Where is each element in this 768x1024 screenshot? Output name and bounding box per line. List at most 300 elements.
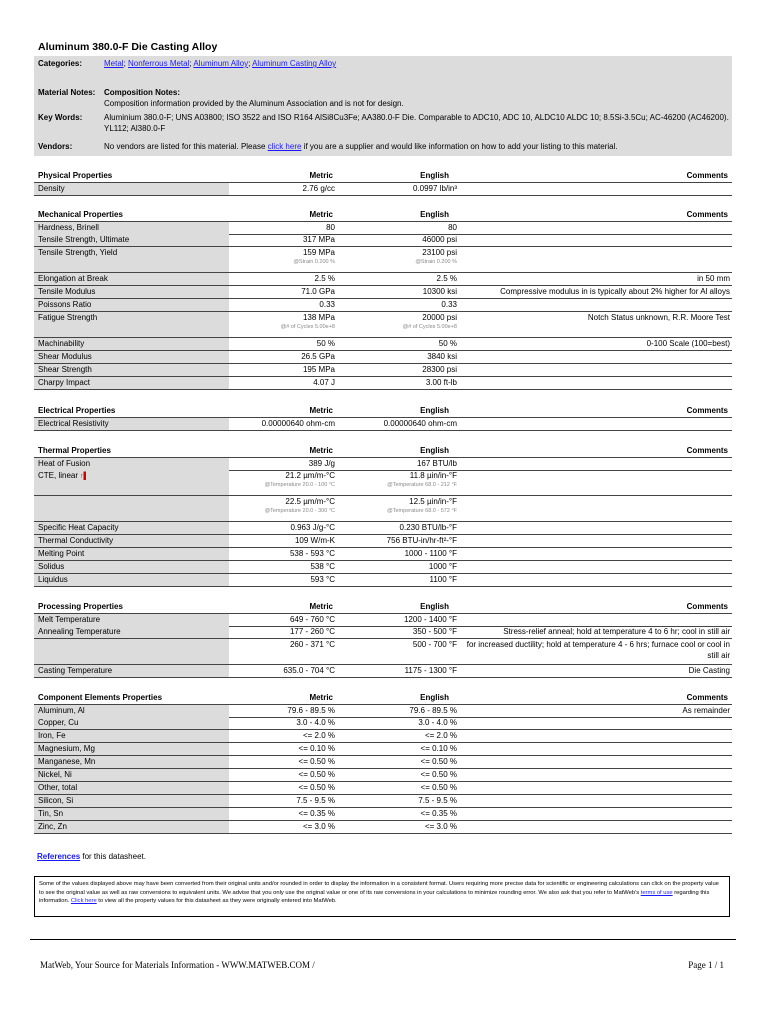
disclaimer-text: to view all the property values for this datasheet as they were originally entered into MatWeb. (96, 898, 337, 904)
metric-value[interactable] (231, 795, 335, 806)
property-row (34, 782, 732, 795)
english-value-text: 1200 - 1400 °F (403, 615, 457, 624)
thermal-section-header (34, 445, 732, 456)
footer-source: MatWeb, Your Source for Materials Information - WWW.MATWEB.COM / (40, 960, 315, 970)
english-value-text: 3.00 ft-lb (425, 378, 457, 387)
metric-value-text: 635.0 - 704 °C (283, 666, 335, 675)
english-value[interactable] (339, 626, 457, 637)
property-name-text: Melting Point (38, 549, 85, 558)
english-column-header: English (420, 406, 449, 415)
metric-value-text: <= 3.0 % (302, 822, 335, 831)
comments-column-header: Comments (686, 171, 728, 180)
property-name-text: Zinc, Zn (38, 822, 67, 831)
metric-value[interactable] (231, 769, 335, 780)
vendors-text (104, 142, 730, 153)
disclaimer-box (34, 876, 730, 917)
property-name-text: Magnesium, Mg (38, 744, 95, 753)
processing-section-header (34, 601, 732, 612)
material-notes-label: Material Notes: (38, 88, 96, 97)
english-value[interactable] (339, 377, 457, 388)
property-row (34, 338, 732, 351)
property-row (34, 704, 732, 718)
metric-value[interactable] (231, 377, 335, 388)
english-column-header: English (420, 602, 449, 611)
metric-value-text: 389 J/g (308, 459, 335, 468)
property-row (34, 561, 732, 574)
english-column-header: English (420, 446, 449, 455)
keywords-text: Aluminium 380.0-F; UNS A03800; ISO 3522 and ISO R164 AlSi8Cu3Fe; AA380.0-F Die. Comparable to ADC10, ADC 10, ALDC10 ALDC 10; 8.5Si-3.5Cu; AC-46200 (AC46200). YL112; Al380.0-F (104, 113, 729, 133)
property-name (34, 299, 229, 311)
property-name-text: Specific Heat Capacity (38, 523, 119, 532)
section-title: Thermal Properties (38, 446, 111, 455)
property-name (34, 769, 229, 781)
metric-value[interactable] (231, 522, 335, 533)
metric-value-text: <= 0.50 % (298, 770, 335, 779)
english-value[interactable] (339, 458, 457, 469)
english-value-text: 167 BTU/lb (416, 459, 457, 468)
english-value[interactable] (339, 286, 457, 297)
disclaimer-text: Some of the values displayed above may have been converted from their original units and/or rounded in order to display the information in a consistent format. Users requiring more precise data for scientific or engineering calculations can click on the property value to see the original value as well as raw conversions to equivalent units. We advise that you only use the original value or one of its raw conversions in your calculations to minimize rounding error. We also ask that you refer to MatWeb's (39, 881, 719, 896)
english-value-text: 79.6 - 89.5 % (409, 706, 457, 715)
property-row (34, 377, 732, 390)
english-value-text: 500 - 700 °F (412, 640, 457, 649)
property-name (34, 626, 229, 638)
english-value-text: <= 0.35 % (420, 809, 457, 818)
metric-value[interactable] (231, 222, 335, 233)
english-value[interactable] (339, 299, 457, 310)
property-comment: in 50 mm (697, 274, 730, 283)
property-name (34, 574, 229, 586)
english-value[interactable] (339, 665, 457, 676)
metric-value-text: 7.5 - 9.5 % (296, 796, 335, 805)
category-link[interactable]: Aluminum Alloy (193, 59, 249, 68)
page-title: Aluminum 380.0-F Die Casting Alloy (38, 41, 218, 53)
english-value[interactable] (339, 470, 457, 489)
comments-column-header: Comments (686, 406, 728, 415)
property-name-text: Elongation at Break (38, 274, 108, 283)
metric-condition-note: @Strain 0.200 % (293, 259, 335, 265)
property-name (34, 614, 229, 626)
property-row (34, 417, 732, 431)
metric-value-text: 138 MPa (302, 313, 335, 322)
metric-value-text: 260 - 371 °C (289, 640, 335, 649)
property-name (34, 377, 229, 389)
property-name-text: Copper, Cu (38, 718, 79, 727)
english-column-header: English (420, 171, 449, 180)
metric-value[interactable] (231, 561, 335, 572)
property-comment: As remainder (682, 706, 730, 715)
english-value[interactable] (339, 756, 457, 767)
click-here-link[interactable]: Click here (70, 898, 97, 904)
physical-section-header (34, 170, 732, 181)
metric-column-header: Metric (309, 446, 333, 455)
metric-value-text: 593 °C (310, 575, 335, 584)
metric-value[interactable] (231, 743, 335, 754)
property-name (34, 470, 229, 495)
composition-notes-text: Composition information provided by the Aluminum Association and is not for design. (104, 98, 404, 108)
property-name-text: Tensile Strength, Ultimate (38, 235, 130, 244)
metric-column-header: Metric (309, 693, 333, 702)
metric-value-text: 0.00000640 ohm-cm (261, 419, 335, 428)
category-link[interactable]: Nonferrous Metal (128, 59, 190, 68)
metric-value[interactable] (231, 717, 335, 728)
metric-value-text: 317 MPa (302, 235, 335, 244)
english-value[interactable] (339, 614, 457, 625)
property-row (34, 548, 732, 561)
english-value-text: 350 - 500 °F (412, 627, 457, 636)
metric-value-text: 109 W/m-K (294, 536, 335, 545)
english-value-text: <= 3.0 % (424, 822, 457, 831)
material-info-box (34, 56, 732, 156)
english-condition-note: @Temperature 68.0 - 212 °F (387, 482, 457, 488)
english-value-text: 20000 psi (422, 313, 457, 322)
metric-value[interactable] (231, 234, 335, 245)
english-value-text: 0.00000640 ohm-cm (383, 419, 457, 428)
property-name-text: Other, total (38, 783, 78, 792)
property-row (34, 496, 732, 522)
metric-value-text: 538 - 593 °C (289, 549, 335, 558)
property-row (34, 808, 732, 821)
property-name (34, 183, 229, 195)
property-name (34, 535, 229, 547)
metric-value[interactable] (231, 665, 335, 676)
metric-column-header: Metric (309, 406, 333, 415)
property-row (34, 717, 732, 730)
english-column-header: English (420, 210, 449, 219)
english-value-text: <= 0.10 % (420, 744, 457, 753)
footer-page-number: Page 1 / 1 (688, 960, 724, 970)
footer-divider (30, 939, 736, 940)
english-value-text: 1175 - 1300 °F (404, 666, 457, 675)
english-value[interactable] (339, 548, 457, 559)
property-name (34, 795, 229, 807)
property-name (34, 338, 229, 350)
metric-value-text: 50 % (316, 339, 335, 348)
metric-value[interactable] (231, 286, 335, 297)
property-name-text: Tensile Strength, Yield (38, 248, 118, 257)
metric-value-text: 21.2 µm/m-°C (285, 471, 335, 480)
property-row (34, 312, 732, 338)
metric-value-text: 2.5 % (314, 274, 335, 283)
metric-value-text: 79.6 - 89.5 % (287, 706, 335, 715)
metric-value[interactable] (231, 705, 335, 716)
property-name (34, 522, 229, 534)
english-value-text: 12.5 µin/in-°F (409, 497, 457, 506)
metric-value[interactable] (231, 312, 335, 331)
metric-value-text: 649 - 760 °C (289, 615, 335, 624)
english-value-text: 0.33 (441, 300, 457, 309)
metric-value[interactable] (231, 730, 335, 741)
english-value[interactable] (339, 730, 457, 741)
english-value-text: 3840 ksi (427, 352, 457, 361)
property-name (34, 418, 229, 430)
english-value[interactable] (339, 312, 457, 331)
english-value[interactable] (339, 808, 457, 819)
property-row (34, 535, 732, 548)
categories-list: Metal; Nonferrous Metal; Aluminum Alloy; Aluminum Casting Alloy (104, 59, 337, 68)
property-row (34, 743, 732, 756)
property-row (34, 756, 732, 769)
english-value[interactable] (339, 705, 457, 716)
property-name-text: Charpy Impact (38, 378, 91, 387)
english-value-text: 1000 - 1100 °F (404, 549, 457, 558)
mechanical-section-header (34, 209, 732, 220)
english-value-text: 7.5 - 9.5 % (418, 796, 457, 805)
property-name (34, 351, 229, 363)
english-value-text: 2.5 % (436, 274, 457, 283)
comments-column-header: Comments (686, 446, 728, 455)
english-value[interactable] (339, 795, 457, 806)
english-value[interactable] (339, 234, 457, 245)
metric-value[interactable] (231, 821, 335, 832)
metric-value-text: 159 MPa (302, 248, 335, 257)
metric-value-text: 71.0 GPa (301, 287, 335, 296)
english-value-text: 3.0 - 4.0 % (418, 718, 457, 727)
property-row (34, 234, 732, 247)
metric-value-text: 4.07 J (313, 378, 335, 387)
comments-column-header: Comments (686, 602, 728, 611)
metric-condition-note: @Temperature 20.0 - 300 °C (264, 508, 335, 514)
components-section-header (34, 692, 732, 703)
property-name (34, 548, 229, 560)
english-condition-note: @# of Cycles 5.00e+8 (402, 324, 457, 330)
english-value[interactable] (339, 574, 457, 585)
comments-column-header: Comments (686, 693, 728, 702)
property-row (34, 665, 732, 678)
metric-value[interactable] (231, 273, 335, 284)
category-link[interactable]: Metal (104, 59, 124, 68)
section-title: Component Elements Properties (38, 693, 163, 702)
metric-condition-note: @# of Cycles 5.00e+8 (280, 324, 335, 330)
english-value-text: 80 (448, 223, 457, 232)
metric-value[interactable] (231, 247, 335, 266)
property-name-text: Melt Temperature (38, 615, 101, 624)
property-name-text: Nickel, Ni (38, 770, 72, 779)
references-text: for this datasheet. (80, 852, 146, 861)
metric-value-text: 2.76 g/cc (302, 184, 335, 193)
english-value-text: 1100 °F (429, 575, 457, 584)
metric-value-text: 195 MPa (302, 365, 335, 374)
property-row (34, 730, 732, 743)
section-title: Processing Properties (38, 602, 123, 611)
property-name-text: Tin, Sn (38, 809, 64, 818)
property-comment: Compressive modulus in is typically about 2% higher for Al alloys (500, 287, 730, 296)
metric-value-text: 538 °C (310, 562, 335, 571)
property-row (34, 574, 732, 587)
english-condition-note: @Strain 0.200 % (415, 259, 457, 265)
metric-value[interactable] (231, 782, 335, 793)
section-title: Mechanical Properties (38, 210, 123, 219)
english-value[interactable] (339, 522, 457, 533)
english-value-text: 28300 psi (422, 365, 457, 374)
property-row (34, 457, 732, 471)
property-row (34, 182, 732, 196)
metric-value[interactable] (231, 535, 335, 546)
property-name (34, 273, 229, 285)
metric-value-text: 22.5 µm/m-°C (285, 497, 335, 506)
english-value[interactable] (339, 183, 457, 194)
property-row (34, 286, 732, 299)
property-row (34, 299, 732, 312)
english-value[interactable] (339, 247, 457, 266)
metric-column-header: Metric (309, 171, 333, 180)
property-name-text: Poissons Ratio (38, 300, 92, 309)
property-comment: 0-100 Scale (100=best) (646, 339, 730, 348)
metric-value[interactable] (231, 299, 335, 310)
english-value[interactable] (339, 338, 457, 349)
metric-value-text: 0.33 (319, 300, 335, 309)
metric-value-text: <= 0.50 % (298, 757, 335, 766)
english-value[interactable] (339, 418, 457, 429)
composition-notes-heading: Composition Notes (104, 88, 178, 97)
property-comment: Notch Status unknown, R.R. Moore Test (587, 313, 730, 322)
property-row (34, 821, 732, 834)
metric-value[interactable] (231, 808, 335, 819)
metric-value[interactable] (231, 418, 335, 429)
vendor-click-here-link[interactable]: click here (267, 142, 302, 151)
property-name (34, 222, 229, 234)
english-value[interactable] (339, 273, 457, 284)
references-link[interactable]: References (37, 852, 81, 861)
metric-value[interactable] (231, 756, 335, 767)
property-name (34, 639, 229, 664)
english-value-text: 1000 °F (428, 562, 457, 571)
property-row (34, 470, 732, 496)
section-title: Physical Properties (38, 171, 113, 180)
english-value[interactable] (339, 496, 457, 515)
metric-value[interactable] (231, 183, 335, 194)
metric-value-text: <= 0.50 % (298, 783, 335, 792)
english-value-text: 11.8 µin/in-°F (409, 471, 457, 480)
metric-value[interactable] (231, 626, 335, 637)
property-name-text: Aluminum, Al (38, 706, 85, 715)
metric-value-text: 26.5 GPa (301, 352, 335, 361)
property-name (34, 717, 229, 729)
property-name-text: Heat of Fusion (38, 459, 91, 468)
property-name-text: Solidus (38, 562, 65, 571)
metric-value[interactable] (231, 364, 335, 375)
property-name-text: Hardness, Brinell (38, 223, 99, 232)
english-value[interactable] (339, 782, 457, 793)
english-value[interactable] (339, 351, 457, 362)
metric-value[interactable] (231, 458, 335, 469)
property-name (34, 782, 229, 794)
english-condition-note: @Temperature 68.0 - 572 °F (387, 508, 457, 514)
metric-value-text: 3.0 - 4.0 % (296, 718, 335, 727)
property-row (34, 613, 732, 627)
metric-condition-note: @Temperature 20.0 - 100 °C (264, 482, 335, 488)
chart-icon[interactable]: ↑▌ (80, 473, 89, 480)
property-name-text: Shear Strength (38, 365, 92, 374)
property-name (34, 808, 229, 820)
english-value[interactable] (339, 717, 457, 728)
property-name-text: Annealing Temperature (38, 627, 121, 636)
property-name-text: Tensile Modulus (38, 287, 96, 296)
property-name (34, 705, 229, 717)
property-name (34, 665, 229, 677)
property-comment: Stress-relief anneal; hold at temperature 4 to 6 hr; cool in still air (503, 627, 730, 636)
electrical-section-header (34, 405, 732, 416)
property-row (34, 273, 732, 286)
property-name-text: Liquidus (38, 575, 68, 584)
property-name-text: Electrical Resistivity (38, 419, 109, 428)
english-value[interactable] (339, 821, 457, 832)
property-row (34, 221, 732, 235)
material-notes: Composition Notes: Composition information provided by the Aluminum Association and is not for design. (104, 88, 404, 108)
vendors-label: Vendors: (38, 142, 73, 151)
english-value[interactable] (339, 743, 457, 754)
property-name (34, 234, 229, 246)
english-value-text: 0.230 BTU/lb-°F (399, 523, 457, 532)
terms-of-use-link[interactable]: terms of use (640, 889, 673, 896)
property-name-text: Manganese, Mn (38, 757, 96, 766)
metric-value[interactable] (231, 338, 335, 349)
english-value[interactable] (339, 639, 457, 650)
disclaimer-text: regarding this information. (39, 889, 710, 904)
english-value-text: 23100 psi (422, 248, 457, 257)
english-value-text: <= 0.50 % (420, 770, 457, 779)
metric-value-text: <= 2.0 % (302, 731, 335, 740)
metric-column-header: Metric (309, 210, 333, 219)
property-row (34, 769, 732, 782)
metric-value[interactable] (231, 614, 335, 625)
property-comment: for increased ductility; hold at temperature 4 - 6 hrs; furnace cool or cool in still air (466, 640, 730, 660)
metric-value[interactable] (231, 351, 335, 362)
property-name-text: Density (38, 184, 65, 193)
english-value[interactable] (339, 561, 457, 572)
section-title: Electrical Properties (38, 406, 116, 415)
metric-column-header: Metric (309, 602, 333, 611)
property-name (34, 821, 229, 833)
metric-value-text: 80 (326, 223, 335, 232)
metric-value-text: 177 - 260 °C (289, 627, 335, 636)
english-value[interactable] (339, 222, 457, 233)
metric-value[interactable] (231, 574, 335, 585)
property-name (34, 496, 229, 521)
english-value[interactable] (339, 364, 457, 375)
property-row (34, 351, 732, 364)
property-name-text: Fatigue Strength (38, 313, 98, 322)
english-column-header: English (420, 693, 449, 702)
category-link[interactable]: Aluminum Casting Alloy (252, 59, 337, 68)
property-name (34, 743, 229, 755)
property-row (34, 626, 732, 639)
categories-label: Categories: (38, 59, 83, 68)
property-name-text: Thermal Conductivity (38, 536, 114, 545)
english-value-text: <= 0.50 % (420, 757, 457, 766)
metric-value[interactable] (231, 548, 335, 559)
vendors-text-before: No vendors are listed for this material. Please (104, 142, 266, 151)
keywords-label: Key Words: (38, 113, 83, 122)
property-name-text: Shear Modulus (38, 352, 92, 361)
english-value[interactable] (339, 535, 457, 546)
property-name-text: Machinability (38, 339, 85, 348)
metric-value-text: 0.963 J/g-°C (290, 523, 335, 532)
english-value[interactable] (339, 769, 457, 780)
metric-value[interactable] (231, 496, 335, 515)
english-value-text: <= 2.0 % (424, 731, 457, 740)
english-value-text: 10300 ksi (422, 287, 457, 296)
property-name (34, 312, 229, 337)
metric-value[interactable] (231, 639, 335, 650)
comments-column-header: Comments (686, 210, 728, 219)
property-name (34, 756, 229, 768)
metric-value[interactable] (231, 470, 335, 489)
english-value-text: 756 BTU-in/hr-ft²-°F (386, 536, 457, 545)
property-name (34, 364, 229, 376)
property-comment: Die Casting (688, 666, 730, 675)
property-name-text: Silicon, Si (38, 796, 74, 805)
